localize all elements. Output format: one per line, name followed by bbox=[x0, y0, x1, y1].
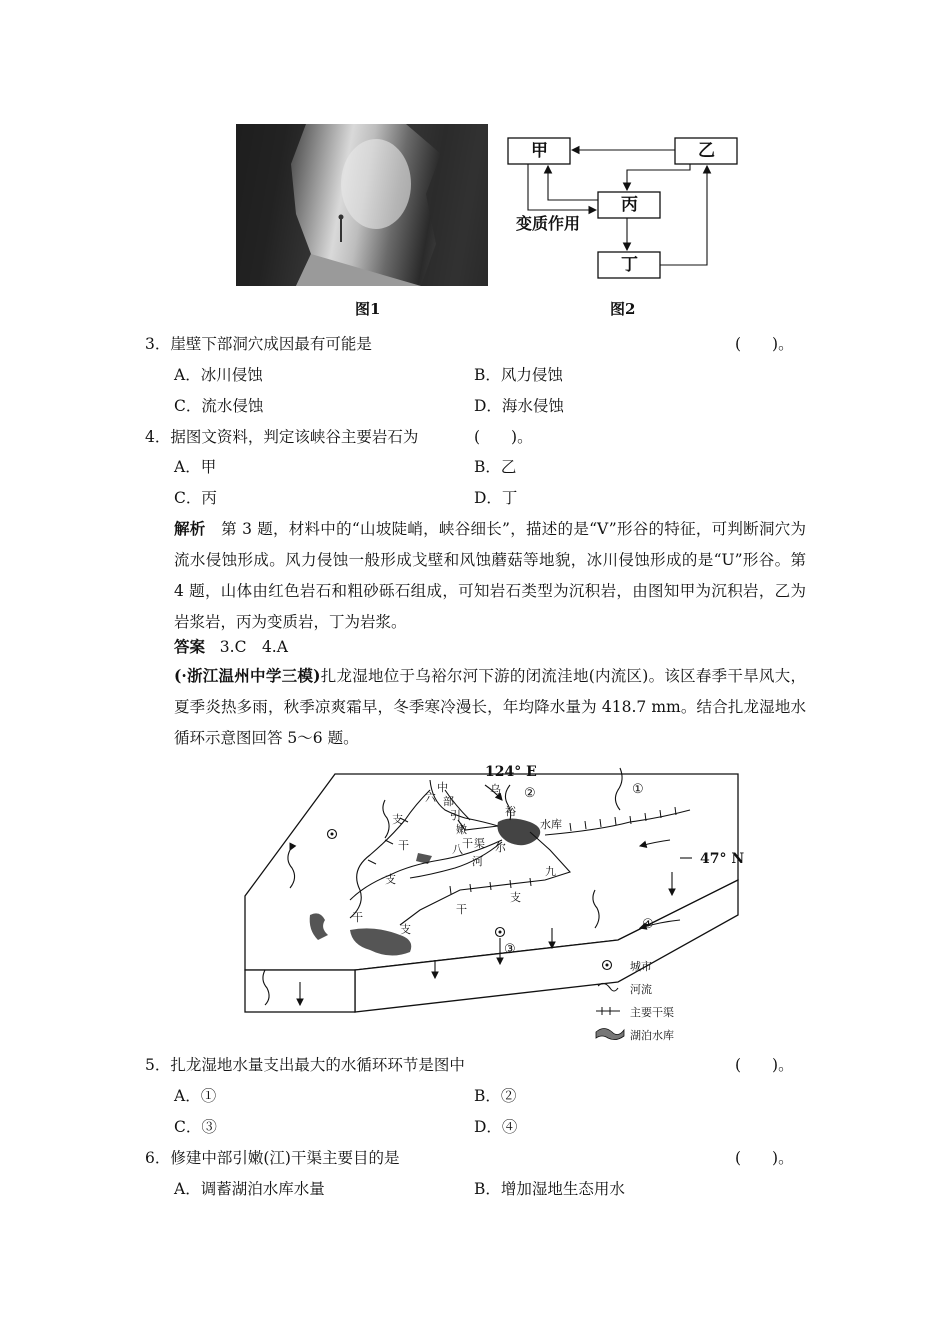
node-bing: 丙 bbox=[621, 195, 638, 215]
q3-bracket: ( )。 bbox=[735, 335, 794, 353]
rock-cycle-diagram bbox=[500, 130, 750, 290]
map-reservoir-label: 水库 bbox=[540, 818, 562, 831]
q5-stem: 5．扎龙湿地水量支出最大的水循环环节是图中 bbox=[145, 1056, 465, 1074]
q4-stem: 4．据图文资料，判定该峡谷主要岩石为 bbox=[145, 428, 419, 446]
q4-option-a: A．甲 bbox=[174, 458, 217, 476]
map-marker-2: ② bbox=[524, 786, 536, 801]
q3-option-a: A．冰川侵蚀 bbox=[174, 366, 263, 384]
map-char-zhong: 中 bbox=[437, 781, 448, 794]
map-char-yu: 裕 bbox=[505, 805, 516, 818]
legend-canal: 主要干渠 bbox=[630, 1006, 674, 1019]
q5-option-a: A．① bbox=[174, 1087, 217, 1105]
node-yi: 乙 bbox=[698, 141, 715, 161]
answer-label: 答案 bbox=[174, 637, 206, 656]
q5-option-d: D．④ bbox=[474, 1118, 518, 1136]
q3-option-b: B．风力侵蚀 bbox=[474, 366, 563, 384]
map-char-qu: 渠 bbox=[474, 837, 485, 850]
map-char-yin: 引 bbox=[450, 809, 461, 822]
map-marker-4: ④ bbox=[642, 917, 654, 932]
answer-text: 3.C 4.A bbox=[219, 638, 288, 656]
q4-option-b: B．乙 bbox=[474, 458, 517, 476]
q6-option-a: A．调蓄湖泊水库水量 bbox=[174, 1180, 325, 1198]
q5-bracket: ( )。 bbox=[735, 1056, 794, 1074]
q6-bracket: ( )。 bbox=[735, 1149, 794, 1167]
q3-stem: 3．崖壁下部洞穴成因最有可能是 bbox=[145, 335, 372, 353]
analysis-text: 第 3 题，材料中的“山坡陡峭，峡谷细长”，描述的是“V”形谷的特征，可判断洞穴为流水侵蚀形成。风力侵蚀一般形成戈壁和风蚀蘑菇等地貌，冰川侵蚀形成的是“U”形谷。第 4 题，山体由红色岩石和粗砂砾石组成，可知岩石类型为沉积岩，由图知甲为沉积岩，乙为岩浆岩，丙为变质岩，丁为岩浆。 bbox=[174, 520, 806, 631]
node-jia: 甲 bbox=[531, 141, 548, 161]
map-char-gan: 干 bbox=[462, 837, 473, 850]
map-char-gan-4: 干 bbox=[352, 911, 363, 924]
metamorphism-label: 变质作用 bbox=[516, 214, 581, 233]
analysis-label: 解析 bbox=[174, 519, 206, 538]
canyon-photo bbox=[236, 124, 488, 286]
q3-option-d: D．海水侵蚀 bbox=[474, 397, 564, 415]
map-marker-3: ③ bbox=[504, 942, 516, 957]
map-latitude: 47° N bbox=[700, 851, 745, 867]
canyon-photo-art bbox=[236, 124, 488, 286]
map-char-er: 尔 bbox=[495, 841, 506, 854]
intro-paragraph bbox=[174, 660, 806, 754]
q6-option-b: B．增加湿地生态用水 bbox=[474, 1180, 625, 1198]
map-char-bu: 部 bbox=[443, 795, 454, 808]
map-longitude: 124° E bbox=[485, 764, 537, 780]
analysis-block bbox=[174, 513, 806, 638]
legend-lake: 湖泊水库 bbox=[630, 1029, 674, 1042]
legend-river: 河流 bbox=[630, 983, 652, 996]
legend-city: 城市 bbox=[630, 960, 652, 973]
q4-option-c: C．丙 bbox=[174, 489, 217, 507]
map-char-jiu: 九 bbox=[545, 865, 556, 878]
zhalong-water-cycle-map bbox=[240, 760, 750, 1050]
q5-option-c: C．③ bbox=[174, 1118, 217, 1136]
figure-1-caption: 图1 bbox=[355, 300, 381, 318]
map-char-ba: 八 bbox=[452, 843, 463, 856]
q6-stem: 6．修建中部引嫩(江)干渠主要目的是 bbox=[145, 1149, 400, 1167]
map-char-he: 河 bbox=[472, 855, 483, 868]
map-char-zhi-3: 支 bbox=[510, 891, 521, 904]
map-char-gan-2: 干 bbox=[398, 839, 409, 852]
node-ding: 丁 bbox=[621, 255, 638, 275]
intro-source: (·浙江温州中学三模) bbox=[174, 666, 321, 685]
intro-text: 扎龙湿地位于乌裕尔河下游的闭流洼地(内流区)。该区春季干旱风大，夏季炎热多雨，秋季凉爽霜早，冬季寒冷漫长，年均降水量为 418.7 mm。结合扎龙湿地水循环示意图回答 5～6 题。 bbox=[174, 667, 806, 747]
map-char-gan-3: 干 bbox=[456, 903, 467, 916]
answer-block bbox=[174, 637, 288, 657]
q3-option-c: C．流水侵蚀 bbox=[174, 397, 264, 415]
q5-option-b: B．② bbox=[474, 1087, 517, 1105]
map-marker-1: ① bbox=[632, 782, 644, 797]
map-char-liu: 六 bbox=[425, 791, 436, 804]
map-char-wu: 乌 bbox=[490, 783, 501, 796]
map-char-zhi-1: 支 bbox=[392, 813, 403, 826]
q4-bracket: ( )。 bbox=[474, 428, 533, 446]
map-char-zhi-2: 支 bbox=[385, 873, 396, 886]
figure-2-caption: 图2 bbox=[610, 300, 636, 318]
map-char-nen: 嫩 bbox=[456, 823, 467, 836]
q4-option-d: D．丁 bbox=[474, 489, 518, 507]
map-char-zhi-4: 支 bbox=[400, 923, 411, 936]
